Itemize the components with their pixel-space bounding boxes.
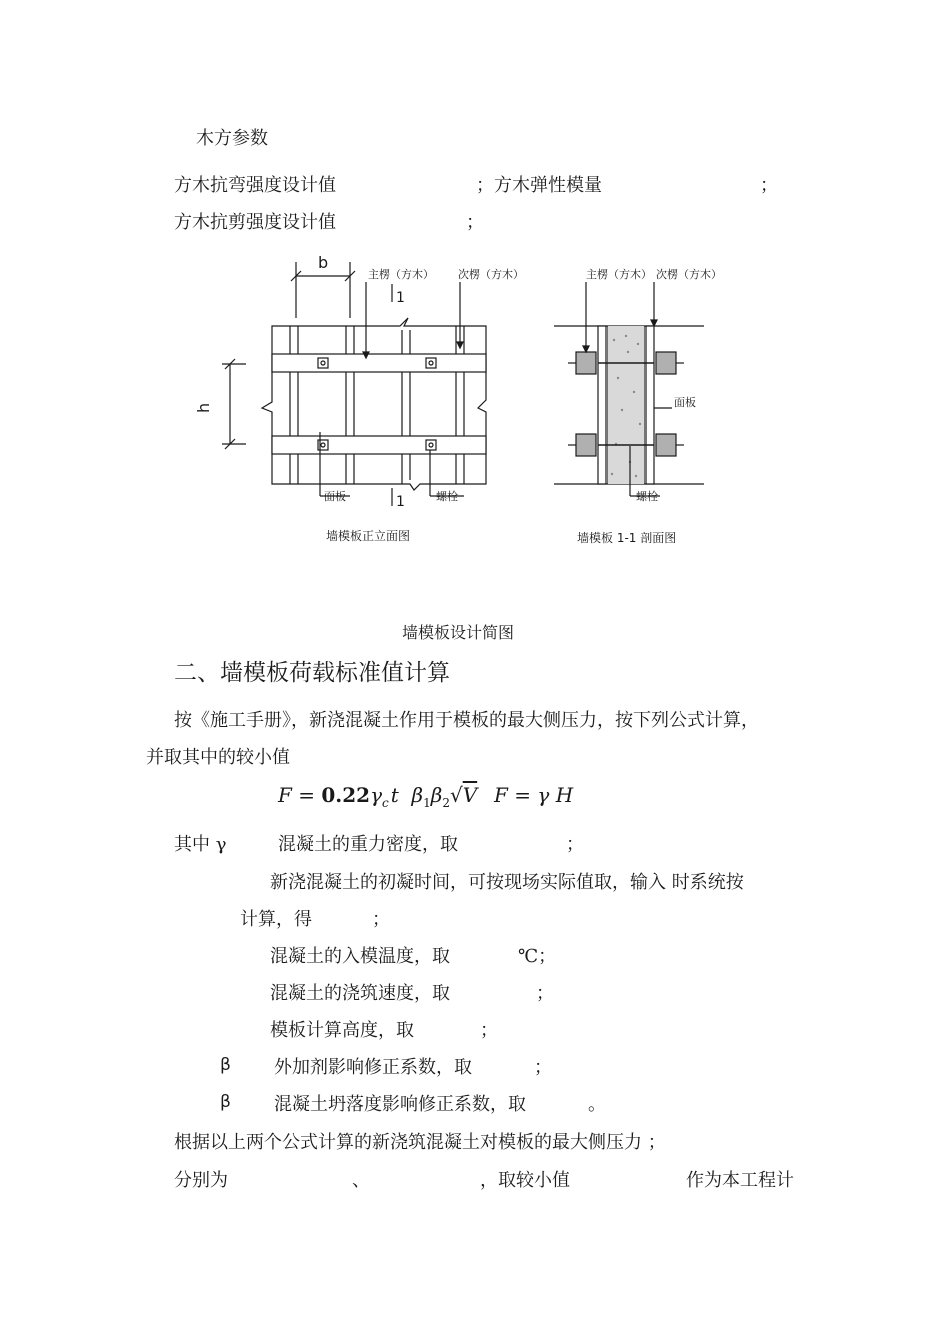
period: 。 xyxy=(588,1094,606,1115)
leader-arrow xyxy=(457,342,463,348)
secondary-stud xyxy=(598,326,606,484)
semicolon: ； xyxy=(466,212,484,233)
intro-line-1: 按《施工手册》，新浇混凝土作用于模板的最大侧压力，按下列公式计算， xyxy=(174,710,759,731)
main-stud xyxy=(272,436,486,454)
beta2-definition: 混凝土坍落度影响修正系数，取 xyxy=(274,1094,526,1115)
main-stud xyxy=(576,434,596,456)
secondary-stud xyxy=(646,326,654,484)
height-definition: 模板计算高度，取 xyxy=(270,1020,414,1041)
panel-label: 面板 xyxy=(324,490,346,503)
main-stud xyxy=(576,352,596,374)
temperature-unit: ℃； xyxy=(518,946,557,967)
wood-elastic-modulus-label: ；方木弹性模量 xyxy=(476,175,602,196)
secondary-stud-label: 次楞（方木） xyxy=(458,268,524,281)
main-stud xyxy=(656,352,676,374)
wood-shear-strength-label: 方木抗剪强度设计值 xyxy=(174,212,336,233)
main-stud-label: 主楞（方木） xyxy=(368,268,434,281)
main-stud-label: 主楞（方木） xyxy=(586,268,652,281)
concrete-fill xyxy=(608,326,644,484)
semicolon: ； xyxy=(480,1020,498,1041)
panel-label: 面板 xyxy=(674,396,696,409)
semicolon: ； xyxy=(372,909,390,930)
gamma-definition: 混凝土的重力密度，取 xyxy=(278,834,458,855)
result-line-2-start: 分别为 xyxy=(174,1170,228,1191)
semicolon: ； xyxy=(536,983,554,1004)
pour-speed-definition: 混凝土的浇筑速度，取 xyxy=(270,983,450,1004)
main-stud xyxy=(272,354,486,372)
leader-arrow xyxy=(651,320,657,326)
result-line-1: 根据以上两个公式计算的新浇筑混凝土对模板的最大侧压力 ； xyxy=(174,1132,666,1153)
leader-arrow xyxy=(583,346,589,352)
result-line-2-min: ，取较小值 xyxy=(480,1170,570,1191)
secondary-stud-label: 次楞（方木） xyxy=(656,268,722,281)
temperature-definition: 混凝土的入模温度，取 xyxy=(270,946,450,967)
formula-max-pressure-1: $F = 0.22\gamma_c$ t $\beta_1\beta_2√V$ xyxy=(278,783,478,810)
semicolon: ； xyxy=(760,175,778,196)
where-gamma-label: 其中 γ xyxy=(174,834,227,855)
result-line-2-end: 作为本工程计 xyxy=(686,1170,794,1191)
t-definition-line-1: 新浇混凝土的初凝时间，可按现场实际值取，输入 时系统按 xyxy=(270,872,744,893)
dimension-b-label: b xyxy=(318,253,329,272)
section-view xyxy=(554,282,704,496)
panel-outline xyxy=(262,318,486,490)
section-mark-label: 1 xyxy=(396,290,405,306)
wood-bending-strength-label: 方木抗弯强度设计值 xyxy=(174,175,336,196)
semicolon: ； xyxy=(534,1057,552,1078)
bolt-label: 螺栓 xyxy=(636,490,658,503)
figure-caption: 墙模板设计简图 xyxy=(402,623,515,642)
beta1-definition: 外加剂影响修正系数，取 xyxy=(274,1057,472,1078)
main-stud xyxy=(656,434,676,456)
front-view-caption: 墙模板正立面图 xyxy=(326,529,411,543)
section-view-caption: 墙模板 1-1 剖面图 xyxy=(577,531,677,545)
dimension-h-label: h xyxy=(194,402,213,413)
beta1-symbol: β xyxy=(220,1055,231,1075)
wood-params-heading: 木方参数 xyxy=(196,128,268,149)
front-elevation-view xyxy=(222,262,486,506)
result-line-2-separator: 、 xyxy=(352,1170,370,1191)
section-mark-label: 1 xyxy=(396,494,405,510)
t-definition-line-2: 计算，得 xyxy=(240,909,312,930)
section-heading: 二、墙模板荷载标准值计算 xyxy=(174,660,450,686)
formula-max-pressure-2: F = γ H xyxy=(494,783,574,807)
bolt-label: 螺栓 xyxy=(436,490,458,503)
intro-line-2: 并取其中的较小值 xyxy=(146,747,290,768)
semicolon: ； xyxy=(566,834,584,855)
wall-formwork-diagram xyxy=(180,248,740,558)
beta2-symbol: β xyxy=(220,1092,231,1112)
